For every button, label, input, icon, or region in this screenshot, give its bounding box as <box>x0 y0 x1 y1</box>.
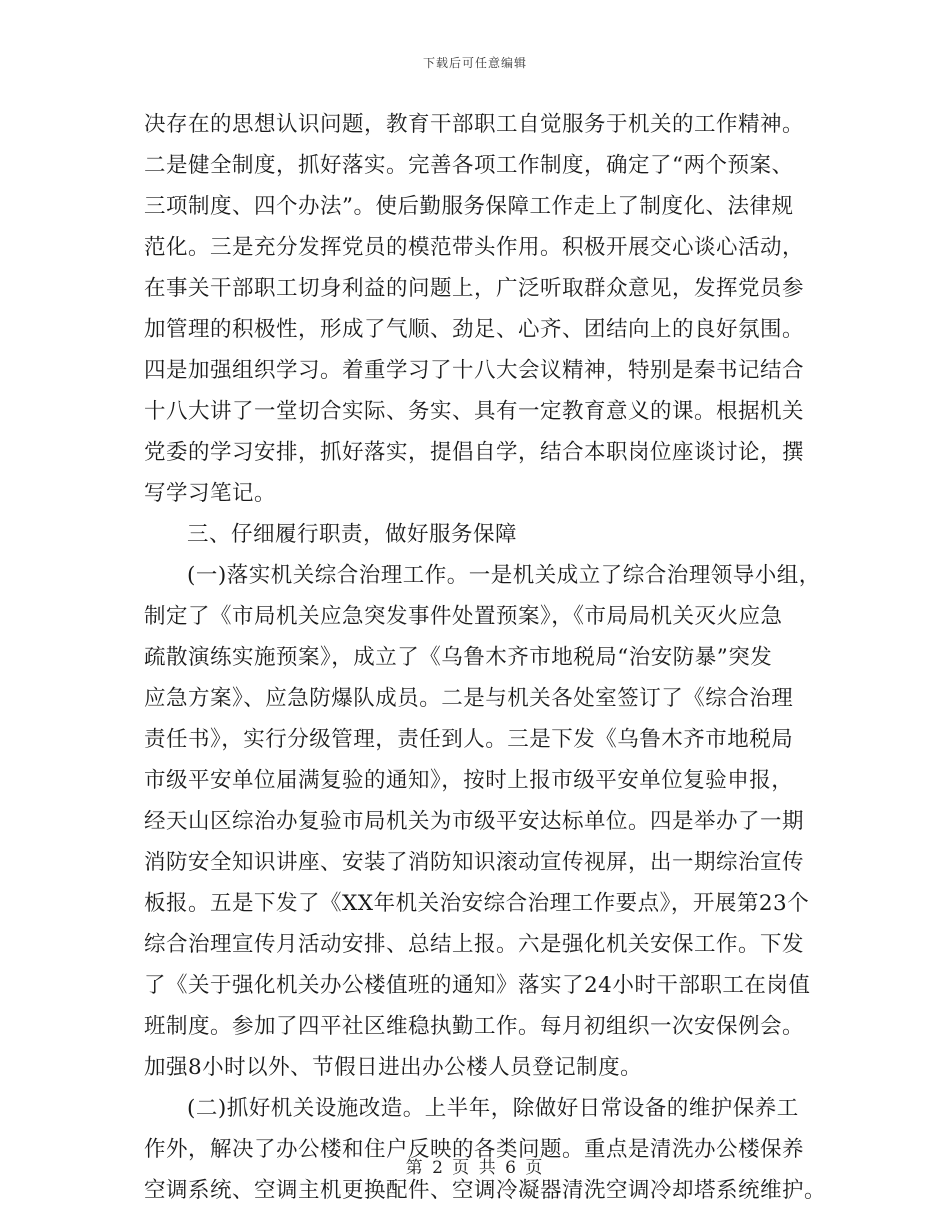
text-line: 了《关于强化机关办公楼值班的通知》落实了24小时干部职工在岗值 <box>144 973 811 998</box>
text-line: 制定了《市局机关应急突发事件处置预案》，《市局局机关灭火应急 <box>144 604 783 629</box>
text-line: 消防安全知识讲座、安装了消防知识滚动宣传视屏，出一期综治宣传 <box>144 850 805 875</box>
text-line: 空调系统、空调主机更换配件、空调冷凝器清洗空调冷却塔系统维护。 <box>144 1178 827 1203</box>
text-line: 决存在的思想认识问题，教育干部职工自觉服务于机关的工作精神。 <box>144 112 805 137</box>
section-heading: 三、仔细履行职责，做好服务保障 <box>187 522 518 547</box>
text-line: 加强8小时以外、节假日进出办公楼人员登记制度。 <box>144 1055 643 1080</box>
text-line: 四是加强组织学习。着重学习了十八大会议精神，特别是秦书记结合 <box>144 358 805 383</box>
text-line: 十八大讲了一堂切合实际、务实、具有一定教育意义的课。根据机关 <box>144 399 805 424</box>
page-header: 下载后可任意编辑 <box>422 56 527 70</box>
text-line: 班制度。参加了四平社区维稳执勤工作。每月初组织一次安保例会。 <box>144 1014 805 1039</box>
text-line: 党委的学习安排，抓好落实，提倡自学，结合本职岗位座谈讨论，撰 <box>144 440 805 465</box>
paragraph-start-line: (一)落实机关综合治理工作。一是机关成立了综合治理领导小组， <box>187 563 821 588</box>
text-line: 市级平安单位届满复验的通知》，按时上报市级平安单位复验申报， <box>144 768 794 793</box>
text-line: 写学习笔记。 <box>144 481 277 506</box>
text-line: 应急方案》、应急防爆队成员。二是与机关各处室签订了《综合治理 <box>144 686 794 711</box>
text-line: 范化。三是充分发挥党员的模范带头作用。积极开展交心谈心活动， <box>144 235 805 260</box>
text-line: 经天山区综治办复验市局机关为市级平安达标单位。四是举办了一期 <box>144 809 805 834</box>
text-line: 二是健全制度，抓好落实。完善各项工作制度，确定了“两个预案、 <box>144 153 794 178</box>
text-line: 三项制度、四个办法”。使后勤服务保障工作走上了制度化、法律规 <box>144 194 794 219</box>
paragraph-start-line: (二)抓好机关设施改造。上半年，除做好日常设备的维护保养工 <box>187 1096 799 1121</box>
text-line: 疏散演练实施预案》，成立了《乌鲁木齐市地税局“治安防暴”突发 <box>144 645 773 670</box>
text-line: 板报。五是下发了《XX年机关治安综合治理工作要点》，开展第23个 <box>144 891 810 916</box>
document-body <box>144 104 827 1211</box>
text-line: 综合治理宣传月活动安排、总结上报。六是强化机关安保工作。下发 <box>144 932 805 957</box>
text-line: 加管理的积极性，形成了气顺、劲足、心齐、团结向上的良好氛围。 <box>144 317 805 342</box>
text-line: 责任书》，实行分级管理，责任到人。三是下发《乌鲁木齐市地税局 <box>144 727 794 752</box>
text-line: 在事关干部职工切身利益的问题上，广泛听取群众意见，发挥党员参 <box>144 276 805 301</box>
text-line: 作外，解决了办公楼和住户反映的各类问题。重点是清洗办公楼保养 <box>144 1137 805 1162</box>
page-footer: 第 2 页 共 6 页 <box>405 1158 545 1178</box>
